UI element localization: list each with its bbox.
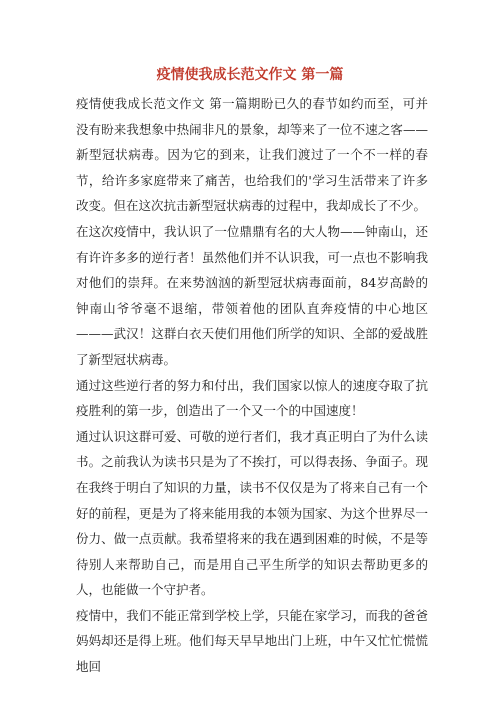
paragraph: 通过这些逆行者的努力和付出，我们国家以惊人的速度夺取了抗疫胜利的第一步，创造出了一个又一个的中国速度！ [76, 377, 428, 419]
paragraph: 在这次疫情中，我认识了一位鼎鼎有名的大人物——钟南山，还有许许多多的逆行者！虽然他们并不认识我，可一点也不影响我对他们的崇拜。在来势汹汹的新型冠状病毒面前，84岁高龄的钟南山爷爷毫不退缩，带领着他的团队直奔疫情的中心地区———武汉！这群白衣天使们用他们所学的知识、全部的爱战胜了新型冠状病毒。 [76, 223, 428, 367]
paragraph: 疫情使我成长范文作文 第一篇期盼已久的春节如约而至，可并没有盼来我想象中热闹非凡的景象，却等来了一位不速之客——新型冠状病毒。因为它的到来，让我们渡过了一个不一样的春节，给许多家庭带来了痛苦，也给我们的'学习生活带来了许多改变。但在这次抗击新型冠状病毒的过程中，我却成长了不少。 [76, 96, 428, 214]
paragraph: 通过认识这群可爱、可敬的逆行者们，我才真正明白了为什么读书。之前我认为读书只是为了不挨打，可以得表扬、争面子。现在我终于明白了知识的力量，读书不仅仅是为了将来自己有一个好的前程，更是为了将来能用我的本领为国家、为这个世界尽一份力、做一点贡献。我希望将来的我在遇到困难的时候，不是等待别人来帮助自己，而是用自己平生所学的知识去帮助更多的人，也能做一个守护者。 [76, 428, 428, 598]
document-title: 疫情使我成长范文作文 第一篇 [156, 67, 344, 83]
document-body [76, 91, 428, 680]
paragraph: 疫情中，我们不能正常到学校上学，只能在家学习，而我的爸爸妈妈却还是得上班。他们每天早早地出门上班，中午又忙忙慌慌地回 [76, 607, 428, 675]
